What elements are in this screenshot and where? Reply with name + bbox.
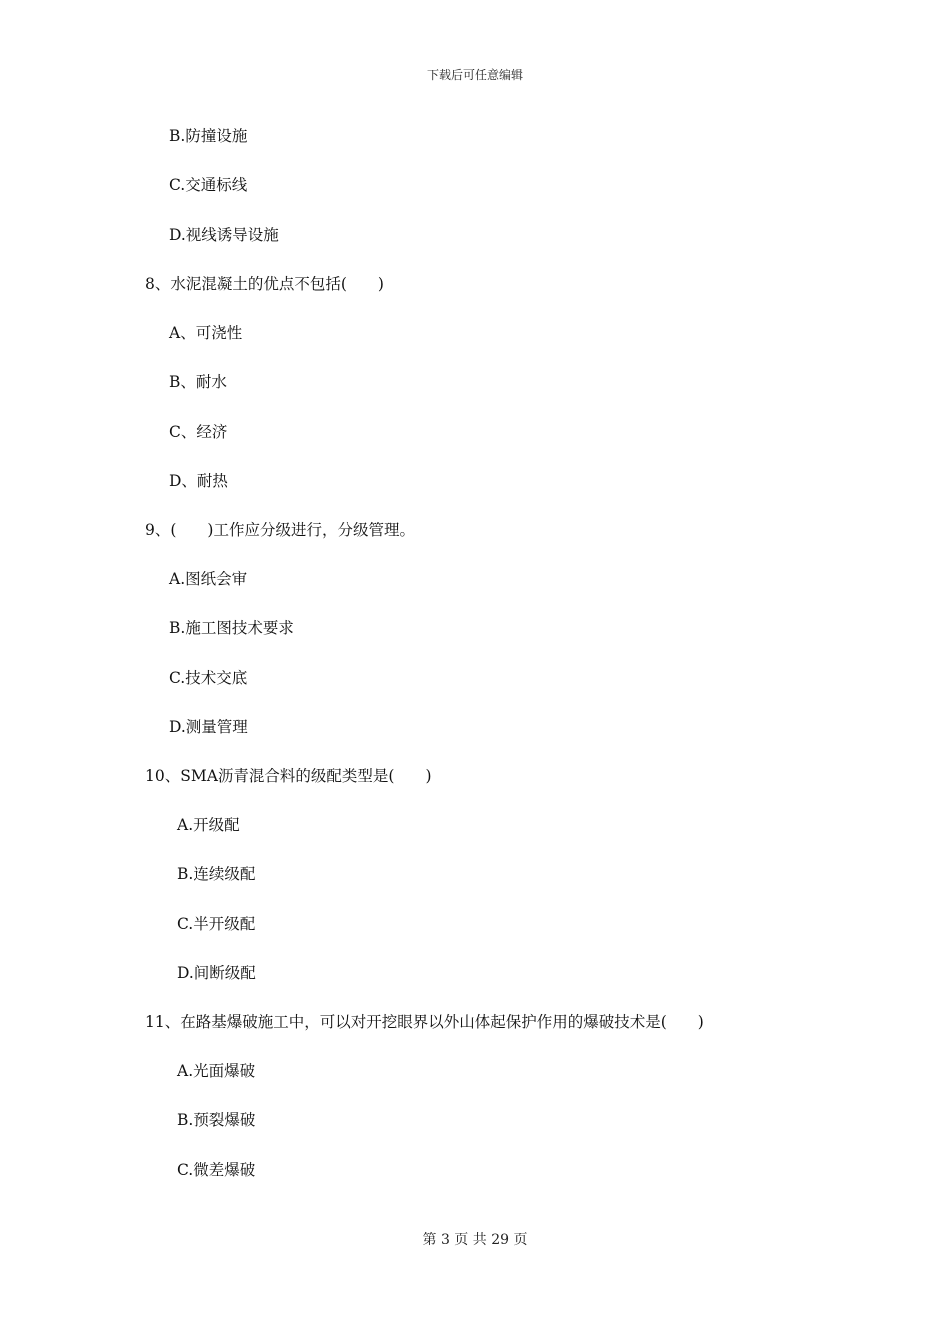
option-c-q7: C.交通标线: [169, 176, 248, 194]
option-c-q11: C.微差爆破: [177, 1161, 256, 1179]
option-b-q7: B.防撞设施: [169, 127, 248, 145]
question-9: 9、( )工作应分级进行，分级管理。: [145, 521, 415, 539]
option-d-q8: D、耐热: [169, 472, 228, 490]
page-footer: 第 3 页 共 29 页: [422, 1232, 528, 1248]
option-b-q11: B.预裂爆破: [177, 1111, 256, 1129]
question-8: 8、水泥混凝土的优点不包括( ): [145, 275, 384, 293]
option-a-q11: A.光面爆破: [177, 1062, 256, 1080]
option-a-q8: A、可浇性: [169, 324, 243, 342]
option-b-q10: B.连续级配: [177, 865, 256, 883]
option-a-q10: A.开级配: [177, 816, 240, 834]
question-11: 11、在路基爆破施工中，可以对开挖眼界以外山体起保护作用的爆破技术是( ): [145, 1013, 704, 1031]
question-10: 10、SMA沥青混合料的级配类型是( ): [145, 767, 432, 785]
option-a-q9: A.图纸会审: [169, 570, 248, 588]
page-header: 下载后可任意编辑: [426, 68, 523, 82]
option-d-q9: D.测量管理: [169, 718, 248, 736]
option-b-q9: B.施工图技术要求: [169, 619, 294, 637]
option-d-q10: D.间断级配: [177, 964, 256, 982]
option-c-q8: C、经济: [169, 423, 228, 441]
option-c-q10: C.半开级配: [177, 915, 256, 933]
option-c-q9: C.技术交底: [169, 669, 248, 687]
option-b-q8: B、耐水: [169, 373, 227, 391]
option-d-q7: D.视线诱导设施: [169, 226, 279, 244]
